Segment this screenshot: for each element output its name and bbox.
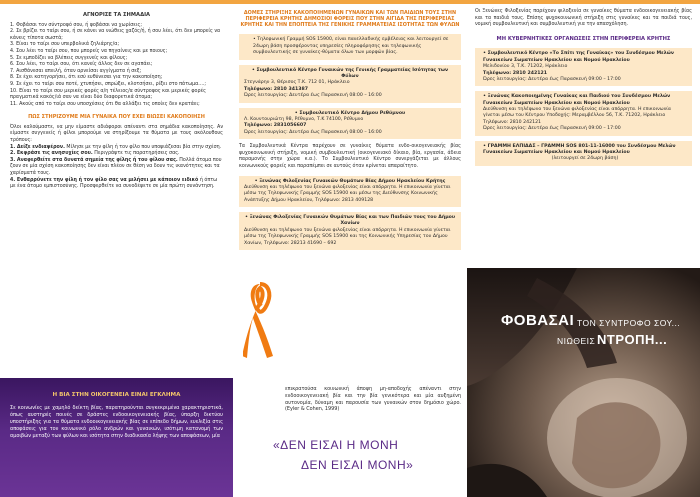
center2-addr: Λ. Κουντουριώτη 98, Ρέθυμνο, Τ.Κ 74100, Ρέθυμνο	[244, 116, 364, 122]
ngo2-hours: Ώρες λειτουργίας: Δευτέρα έως Παρασκευή 09:00 – 17:00	[483, 126, 621, 132]
help-item-bold: 1. Δείξε ενδιαφέρον.	[10, 144, 65, 150]
photo-image	[467, 268, 700, 497]
shelter1-title: • Ξενώνας Φιλοξενίας Γυναικών Θυμάτων Βίας Δήμου Ηρακλείου Κρήτης	[254, 178, 446, 184]
photo-line2b: ΝΤΡΟΠΗ...	[597, 332, 668, 347]
shelter1-text: Διεύθυνση και τηλέφωνο του ξενώνα φιλοξενίας είναι απόρρητα. Η επικοινωνία γίνεται μέσω της Τηλεφωνικής Γραμμής SOS 15900 και μέσω της Διεύθυνσης Κοινωνικής Ανάπτυξης Δήμου Ηρακλείου, Τηλέφωνο: 2813 409128	[244, 184, 451, 203]
left-panel	[0, 0, 233, 497]
center2-hours: Ώρες λειτουργίας: Δευτέρα έως Παρασκευή 08:00 – 16:00	[244, 129, 382, 135]
shelters-intro: Οι Ξενώνες Φιλοξενίας παρέχουν φιλοξενία σε γυναίκες θύματα ενδοοικογενειακής βίας και τα παιδιά τους. Επίσης ψυχοκοινωνική στήριξη στις γυναίκες και τα παιδιά τους, νομική συμβουλευτική και συμβουλευτική για την απασχόληση.	[475, 9, 692, 28]
ngo-heading: ΜΗ ΚΥΒΕΡΝΗΤΙΚΕΣ ΟΡΓΑΝΩΣΕΙΣ ΣΤΗΝ ΠΕΡΙΦΕΡΕΙΑ ΚΡΗΤΗΣ	[496, 35, 671, 42]
help-item	[10, 178, 223, 191]
help-item-bold: 4. Ενθαρρύνετε την φίλη ή τον φίλο σας να μιλήσει με κάποιον ειδικό	[10, 177, 199, 183]
center2-box	[239, 108, 461, 140]
crime-panel	[0, 378, 233, 497]
structures-title: ΔΟΜΕΣ ΣΤΗΡΙΞΗΣ ΚΑΚΟΠΟΙΗΜΕΝΩΝ ΓΥΝΑΙΚΩΝ ΚΑΙ ΤΩΝ ΠΑΙΔΙΩΝ ΤΟΥΣ ΣΤΗΝ ΠΕΡΙΦΕΡΕΙΑ ΚΡΗΤΗΣ ΔΗΜΟΣΙΟΙ ΦΟΡΕΙΣ ΠΟΥ ΣΤΗΝ ΑΙΓΙΔΑ ΤΗΣ ΠΕΡΙΦΕΡΕΙΑΣ ΚΡΗΤΗΣ ΚΑΙ ΤΗΝ ΕΠΟΠΤΕΙΑ ΤΗΣ ΓΕΝΙΚΗΣ ΓΡΑΜΜΑΤΕΙΑΣ ΙΣΟΤΗΤΑΣ ΤΩΝ ΦΥΛΩΝ	[240, 10, 460, 29]
sos-box: • Τηλεφωνική Γραμμή SOS 15900, είναι πανελλαδικής εμβέλειας και λειτουργεί σε 24ωρη βάση προσφέροντας υπηρεσίες πληροφόρησης και τηλεφωνικής συμβουλευτικής σε γυναίκες-θύματα όλων των μορφών βίας.	[239, 34, 461, 59]
signs-list	[10, 23, 223, 109]
cover-photo	[467, 268, 700, 497]
center1-hours: Ώρες λειτουργίας: Δευτέρα έως Παρασκευή 08:00 – 16:00	[244, 93, 382, 99]
top-strip	[467, 0, 700, 4]
list-item: 10. Είναι το ταίρι σου μερικές φορές α/η τέλειος/α σύντροφος και μερικές φορές πραγματικά κακός/ιά σαν να είναι δύο διαφορετικά άτομα;	[10, 88, 206, 101]
list-item: 11. Ακούς από το ταίρι σου υποσχέσεις ότι θα αλλάξει τις οποίες δεν κρατάει;	[10, 101, 200, 107]
list-item: 2. Σε βρίζει το ταίρι σου, ή σε κάνει να νιώθεις χαζός/ή, ή σου λέει, ότι δεν μπορείς να κάνεις τίποτα σωστά;	[10, 29, 221, 41]
ngo1-box	[475, 48, 692, 86]
ngo1-title: • Συμβουλευτικό Κέντρο «Το Σπίτι της Γυναίκας» του Συνδέσμου Μελών Γυναικείων Σωματείων Ηρακλείου και Νομού Ηρακλείου	[483, 51, 674, 63]
awareness-ribbon-icon	[243, 280, 277, 360]
right-panel	[467, 0, 700, 497]
ngo1-hours: Ώρες λειτουργίας: Δευτέρα έως Παρασκευή 09:00 – 17:00	[483, 76, 621, 82]
list-item: 8. Σε έχει κατηγορήσει, ότι εσύ ευθύνεσαι για την κακοποίηση;	[10, 75, 163, 81]
list-item: 9. Σε έχει το ταίρι σου ποτέ, χτυπήσει, σπρώξει, κλοτσήσει, ρίξει στο πάτωμα....;	[10, 81, 207, 87]
help-item-bold: 3. Αναφερθείτε στα δυνατά σημεία της φίλης ή του φίλου σας.	[10, 157, 178, 163]
shelter1-box	[239, 176, 461, 208]
center1-phone: Τηλέφωνο: 2810 341387	[244, 86, 309, 92]
ngo2-text: Διεύθυνση και τηλέφωνο του ξενώνα φιλοξενίας είναι απόρρητα. Η επικοινωνία γίνεται μέσω του Κέντρου Υποδοχής: Μεραμβέλλου 56, Τ.Κ. 71202, Ηράκλειο Τηλέφωνο: 2810 242121	[483, 107, 671, 125]
list-item: 5. Σε εμποδίζει να βλέπεις συγγενείς και φίλους;	[10, 55, 128, 61]
center1-box	[239, 65, 461, 103]
list-item: 6. Σου λέει, το ταίρι σου, ότι κανείς άλλος δεν σε αγαπάει;	[10, 62, 153, 68]
photo-line1b: ΤΟΝ ΣΥΝΤΡΟΦΟ ΣΟΥ...	[577, 318, 681, 328]
services-text: Τα Συμβουλευτικά Κέντρα παρέχουν σε γυναίκες θύματα ενδο-οικογενειακής βίας ψυχοκοινωνική στήριξη, νομική συμβουλευτική (οικογενειακό δίκαιο, βία, εργασία, άδεια παραμονής στην χώρα κ.α.). Το Συμβουλευτικό Κέντρο συνεργάζεται με άλλους κοινωνικούς φορείς και παραπέμπει σε αυτούς όταν κρίνεται απαραίτητο.	[239, 144, 461, 169]
ngo1-addr: Μελιδονίου 3, Τ.Κ. 71202, Ηράκλειο	[483, 64, 568, 70]
bottom-panel	[233, 378, 467, 497]
shelter2-title: • Ξενώνας Φιλοξενίας Γυναικών Θυμάτων Βίας και των Παιδιών τους του Δήμου Χανίων	[244, 215, 456, 227]
shelter2-box	[239, 212, 461, 250]
help-item-bold: 2. Εκφράσε τις ανησυχίες σου.	[10, 151, 93, 157]
help-item	[10, 158, 223, 178]
ngo3-hours: (λειτουργεί σε 24ωρη βάση)	[551, 156, 619, 162]
crime-heading: Η ΒΙΑ ΣΤΗΝ ΟΙΚΟΓΕΝΕΙΑ ΕΙΝΑΙ ΕΓΚΛΗΜΑ	[52, 392, 181, 398]
center1-title: • Συμβουλευτικό Κέντρο Γυναικών της Γενικής Γραμματείας Ισότητας των Φύλων	[251, 67, 449, 79]
help-item-text: ή όπτω με ένα άτομο εμπιστοσύνης. Προσφερθείτε να συνοδέψετε σε μία πρώτη συνάντηση.	[10, 177, 218, 190]
middle-panel	[233, 0, 467, 497]
list-item: 3. Είναι το ταίρι σου υπερβολικά ζηλιάρης/α;	[10, 42, 120, 48]
photo-line1: ΦΟΒΑΣΑΙ	[501, 312, 575, 329]
help-item-text: Μίλησε με την φίλη ή τον φίλο που υποψιάζεσαι βία στην σχέση.	[64, 144, 222, 150]
ngo3-box	[475, 141, 692, 166]
ngo1-phone: Τηλέφωνο: 2810 242121	[483, 70, 548, 76]
top-strip	[0, 0, 233, 4]
ngo2-box	[475, 91, 692, 135]
help-item	[10, 151, 223, 158]
ngo2-title: • Ξενώνας Κακοποιημένης Γυναίκας και Παιδιού του Συνδέσμου Μελών Γυναικείων Σωματείων Ηρακλείου και Νομού Ηρακλείου	[483, 94, 671, 106]
slogan-line1: «ΔΕΝ ΕΙΣΑΙ Η ΜΟΝΗ	[273, 438, 399, 452]
list-item: 4. Σου λέει το ταίρι σου, που μπορείς να πηγαίνεις και με ποιους;	[10, 48, 168, 54]
list-item: 1. Φοβάσαι τον σύντροφό σου, ή φοβάσαι να χωρίσεις;	[10, 22, 142, 28]
list-item: 7. Αισθάνεσαι απειλή, όταν αρνείσαι αγγίγματα ή σεξ;	[10, 68, 142, 74]
center2-title: • Συμβουλευτικό Κέντρο Δήμου Ρεθύμνου	[294, 110, 406, 116]
center1-addr: Στεγνάρην 3, Θέρισος Τ.Κ. 712 01, Ηράκλειο	[244, 80, 350, 86]
photo-line2a: ΝΙΩΘΕΙΣ	[557, 336, 596, 346]
shelter2-text: Διεύθυνση και τηλέφωνο του ξενώνα φιλοξενίας είναι απόρρητα. Η επικοινωνία γίνεται μέσω της Τηλεφωνικής Γραμμής SOS 15900 και της Κοινωνικής Υπηρεσίας του Δήμου Χανίων, Τηλέφωνο: 28213 41690 – 692	[244, 227, 451, 246]
ngo3-title: • ΓΡΑΜΜΗ ΕΛΠΙΔΑΣ – ΓΡΑΜΜΗ SOS 801-11-16000 του Συνδέσμου Μελών Γυναικείων Σωματείων Ηρακλείου και Νομού Ηρακλείου	[483, 143, 676, 156]
top-strip	[233, 0, 467, 4]
slogan-line2: ΔΕΝ ΕΙΣΑΙ ΜΟΝΗ»	[301, 458, 414, 472]
help-intro: Όλοι καλούμαστε, να μην είμαστε αδιάφοροι απέναντι στα σημάδια κακοποίησης. Αν είμαστε συγγενείς ή φίλοι μπορούμε να στηρίξουμε τα θύματα με τους ακόλουθους τρόπους:	[10, 124, 223, 143]
help-item-text: Πολλά άτομα που ζουν σε μία σχέση κακοποίησης δεν είναι πλέον σε θέση να δουν τις ικανότητες και τα χαρίσματά τους.	[10, 157, 222, 176]
bottom-text: επικρατούσα κοινωνική άποψη μη-αποδοχής απέναντι στην ενδοοικογενειακή βία και την βία γενικότερα και μία αυξημένη αυτονομία, δύναμη και παρουσία των γυναικών στον δημόσιο χώρο. (Eyler & Cohen, 1999)	[285, 386, 461, 413]
crime-text: Σε κοινωνίες με χαμηλό δείκτη βίας, παρατηρούνται συγκεκριμένα χαρακτηριστικά, όπως αυστηρές ποινές σε δράστες ενδοοικογενειακής βίας, ύπαρξη δικτύου υποστήριξης για τα θύματα ενδοοικογενειακής βίας σε επίπεδο δήμων, ευελιξία στις αποφάσεις για τον κοινωνικό ρόλο ανδρών και γυναικών, ισότιμη κατανομή των αμοιβών μεταξύ των φύλων και ισότητα στην διαδικασία λήψης των αποφάσεων, μία	[10, 404, 223, 440]
help-heading: ΠΩΣ ΣΤΗΡΙΖΟΥΜΕ ΜΙΑ ΓΥΝΑΙΚΑ ΠΟΥ ΕΧΕΙ ΒΙΩΣΕΙ ΚΑΚΟΠΟΙΗΣΗ	[28, 114, 205, 121]
center2-phone: Τηλέφωνο: 2831056607	[244, 123, 307, 129]
signs-heading: ΑΓΝΟΡΙΣΕ ΤΑ ΣΗΜΑΔΙΑ	[82, 12, 151, 18]
help-item-text: Περιγράψτε τις παρατηρήσεις σας.	[92, 151, 180, 157]
